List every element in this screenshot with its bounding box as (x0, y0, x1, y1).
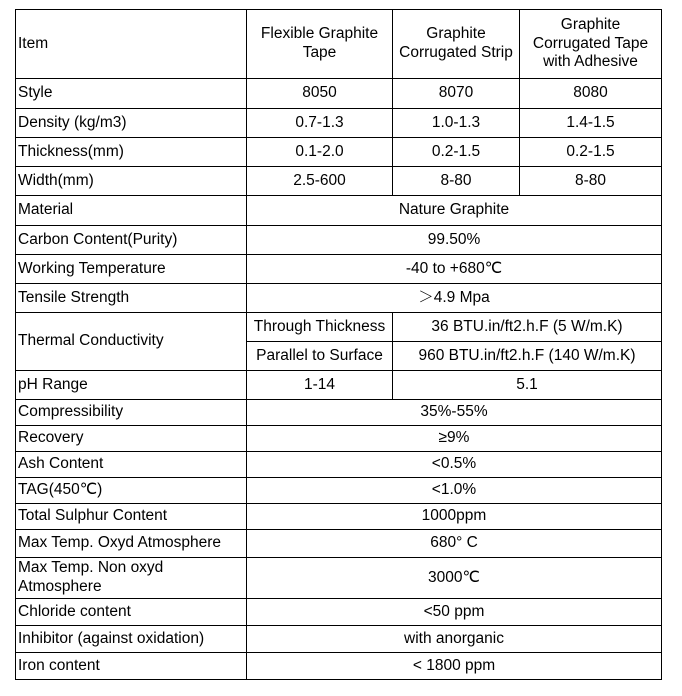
header-graphite-corrugated-tape-adhesive: Graphite Corrugated Tape with Adhesive (520, 10, 662, 79)
row-label: Style (16, 79, 247, 109)
row-label: Inhibitor (against oxidation) (16, 626, 247, 653)
cell-value: <50 ppm (247, 599, 662, 626)
row-label: Carbon Content(Purity) (16, 226, 247, 255)
row-inhibitor (16, 626, 662, 653)
row-thermal-through (16, 313, 662, 342)
cell-value: with anorganic (247, 626, 662, 653)
cell-value: 8-80 (393, 167, 520, 196)
row-max-temp-non-oxyd (16, 558, 662, 599)
row-label: Iron content (16, 653, 247, 680)
row-style (16, 79, 662, 109)
row-density (16, 109, 662, 138)
cell-value: <0.5% (247, 452, 662, 478)
row-chloride-content (16, 599, 662, 626)
cell-value: 0.7-1.3 (247, 109, 393, 138)
cell-value: 1000ppm (247, 504, 662, 530)
cell-value: 99.50% (247, 226, 662, 255)
cell-value: 1.0-1.3 (393, 109, 520, 138)
cell-value: 960 BTU.in/ft2.h.F (140 W/m.K) (393, 342, 662, 371)
cell-value: 8070 (393, 79, 520, 109)
row-label: Thermal Conductivity (16, 313, 247, 371)
row-label: Working Temperature (16, 255, 247, 284)
row-label: Chloride content (16, 599, 247, 626)
row-max-temp-oxyd (16, 530, 662, 558)
row-label: Tensile Strength (16, 284, 247, 313)
cell-value: 3000℃ (247, 558, 662, 599)
row-label: Width(mm) (16, 167, 247, 196)
cell-value: ≥9% (247, 426, 662, 452)
cell-value: -40 to +680℃ (247, 255, 662, 284)
cell-value: 5.1 (393, 371, 662, 400)
row-label: Total Sulphur Content (16, 504, 247, 530)
cell-value: 35%-55% (247, 400, 662, 426)
row-label: Ash Content (16, 452, 247, 478)
row-recovery (16, 426, 662, 452)
cell-value: 2.5-600 (247, 167, 393, 196)
row-label: Compressibility (16, 400, 247, 426)
cell-value: Nature Graphite (247, 196, 662, 226)
row-label: Material (16, 196, 247, 226)
row-label: Recovery (16, 426, 247, 452)
header-item: Item (16, 10, 247, 79)
row-carbon-content (16, 226, 662, 255)
cell-value: 1.4-1.5 (520, 109, 662, 138)
row-label: Density (kg/m3) (16, 109, 247, 138)
row-ph-range (16, 371, 662, 400)
row-label: pH Range (16, 371, 247, 400)
thermal-through-label: Through Thickness (247, 313, 393, 342)
row-total-sulphur (16, 504, 662, 530)
row-working-temperature (16, 255, 662, 284)
row-label: Max Temp. Oxyd Atmosphere (16, 530, 247, 558)
spec-table (15, 9, 662, 680)
row-label: Thickness(mm) (16, 138, 247, 167)
cell-value: 36 BTU.in/ft2.h.F (5 W/m.K) (393, 313, 662, 342)
cell-value: < 1800 ppm (247, 653, 662, 680)
row-label: Max Temp. Non oxyd Atmosphere (16, 558, 247, 599)
row-material (16, 196, 662, 226)
cell-value: ＞4.9 Mpa (247, 284, 662, 313)
cell-value: 1-14 (247, 371, 393, 400)
row-tensile-strength (16, 284, 662, 313)
row-width (16, 167, 662, 196)
cell-value: 8050 (247, 79, 393, 109)
row-thickness (16, 138, 662, 167)
row-label: TAG(450℃) (16, 478, 247, 504)
row-tag (16, 478, 662, 504)
row-compressibility (16, 400, 662, 426)
header-flexible-graphite-tape: Flexible Graphite Tape (247, 10, 393, 79)
thermal-parallel-label: Parallel to Surface (247, 342, 393, 371)
cell-value: 0.2-1.5 (393, 138, 520, 167)
row-ash-content (16, 452, 662, 478)
header-row (16, 10, 662, 79)
cell-value: 8-80 (520, 167, 662, 196)
cell-value: 8080 (520, 79, 662, 109)
cell-value: 0.1-2.0 (247, 138, 393, 167)
cell-value: 0.2-1.5 (520, 138, 662, 167)
header-graphite-corrugated-strip: Graphite Corrugated Strip (393, 10, 520, 79)
cell-value: 680° C (247, 530, 662, 558)
row-iron-content (16, 653, 662, 680)
cell-value: <1.0% (247, 478, 662, 504)
